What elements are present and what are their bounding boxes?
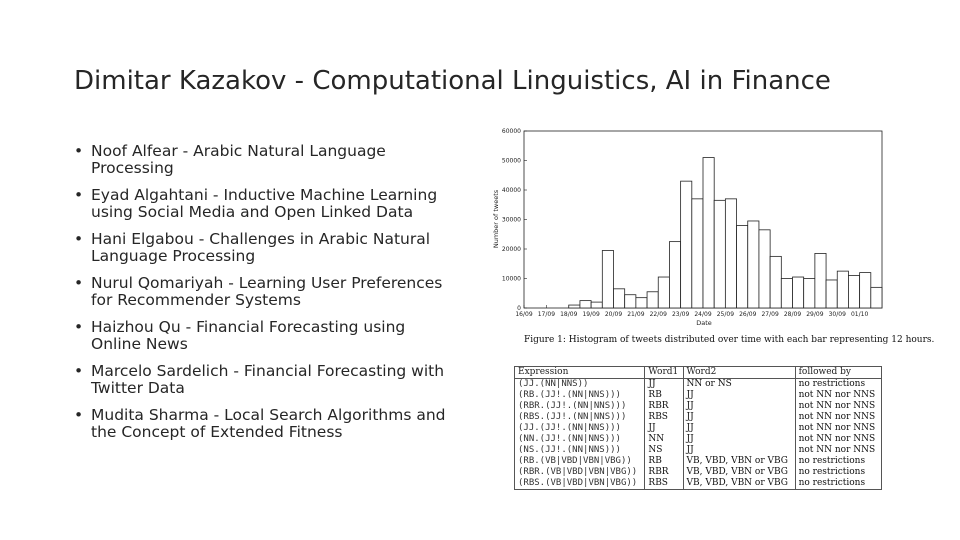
table-header-row <box>515 367 882 379</box>
table-row <box>515 423 882 434</box>
table-cell: no restrictions <box>795 456 881 467</box>
table-cell: (RB.(VB|VBD|VBN|VBG)) <box>515 456 645 467</box>
student-bullet: • Haizhou Qu - Financial Forecasting using Online News <box>74 319 474 353</box>
table-cell: RBR <box>645 401 683 412</box>
table-cell: (RBR.(VB|VBD|VBN|VBG)) <box>515 467 645 478</box>
student-bullet: • Noof Alfear - Arabic Natural Language Processing <box>74 143 474 177</box>
histogram-bar <box>569 305 580 308</box>
histogram-bar <box>614 289 625 308</box>
student-list <box>74 143 474 451</box>
x-tick-label: 30/09 <box>828 311 846 318</box>
histogram-bar <box>770 256 781 308</box>
table-cell: JJ <box>645 379 683 391</box>
x-tick-label: 17/09 <box>537 311 556 318</box>
table-cell: VB, VBD, VBN or VBG <box>683 467 795 478</box>
table-cell: JJ <box>683 401 795 412</box>
x-axis-label: Date <box>696 319 712 327</box>
y-tick-label: 60000 <box>501 128 521 135</box>
table-cell: not NN nor NNS <box>795 401 881 412</box>
histogram-bar <box>759 230 770 308</box>
table-row <box>515 412 882 423</box>
histogram-bar <box>826 280 837 308</box>
table-cell: RBR <box>645 467 683 478</box>
table-row <box>515 390 882 401</box>
student-bullet: • Eyad Algahtani - Inductive Machine Learning using Social Media and Open Linked Data <box>74 187 474 221</box>
histogram-bar <box>804 279 815 309</box>
expression-table <box>514 366 882 490</box>
y-axis-label: Number of tweets <box>492 189 500 249</box>
y-tick-label: 30000 <box>501 216 521 224</box>
table-cell: (NN.(JJ!.(NN|NNS))) <box>515 434 645 445</box>
table-cell: (JJ.(NN|NNS)) <box>515 379 645 391</box>
x-tick-label: 23/09 <box>671 311 690 318</box>
x-tick-label: 16/09 <box>515 311 533 318</box>
x-tick-label: 21/09 <box>627 311 645 318</box>
x-tick-label: 25/09 <box>716 311 735 318</box>
histogram-bar <box>703 158 714 308</box>
histogram-bar <box>692 199 703 308</box>
x-tick-label: 19/09 <box>582 311 600 318</box>
column-header: followed by <box>795 367 881 379</box>
table-row <box>515 445 882 456</box>
table-cell: RB <box>645 390 683 401</box>
histogram-bar <box>860 273 871 308</box>
histogram-bar <box>669 242 680 308</box>
table-cell: JJ <box>683 434 795 445</box>
x-tick-label: 22/09 <box>649 311 667 318</box>
x-tick-label: 26/09 <box>739 311 757 318</box>
histogram-bar <box>871 287 882 308</box>
histogram-bar <box>625 295 636 308</box>
student-bullet: • Marcelo Sardelich - Financial Forecasting with Twitter Data <box>74 363 474 397</box>
histogram-bar <box>658 277 669 308</box>
table-cell: no restrictions <box>795 467 881 478</box>
table-cell: NN <box>645 434 683 445</box>
table-cell: JJ <box>683 412 795 423</box>
table-cell: RBS <box>645 478 683 490</box>
y-tick-label: 50000 <box>501 157 521 165</box>
y-tick-label: 40000 <box>501 187 521 194</box>
table-cell: not NN nor NNS <box>795 412 881 423</box>
table-cell: no restrictions <box>795 379 881 391</box>
histogram-bar <box>748 221 759 308</box>
x-tick-label: 28/09 <box>783 311 802 318</box>
figure-caption: Figure 1: Histogram of tweets distributed over time with each bar representing 12 hours. <box>524 335 935 345</box>
table-cell: not NN nor NNS <box>795 423 881 434</box>
y-tick-label: 0 <box>517 305 521 312</box>
column-header: Word1 <box>645 367 683 379</box>
table-cell: not NN nor NNS <box>795 434 881 445</box>
histogram-bar <box>647 292 658 308</box>
histogram-bar <box>725 199 736 308</box>
table-row <box>515 401 882 412</box>
histogram-bar <box>848 276 859 308</box>
table-cell: (JJ.(JJ!.(NN|NNS))) <box>515 423 645 434</box>
table-cell: JJ <box>683 445 795 456</box>
histogram-bar <box>815 253 826 308</box>
histogram-bar <box>681 181 692 308</box>
histogram-bar <box>837 271 848 308</box>
histogram-bar <box>602 250 613 308</box>
student-bullet: • Hani Elgabou - Challenges in Arabic Natural Language Processing <box>74 231 474 265</box>
table-cell: (RBS.(JJ!.(NN|NNS))) <box>515 412 645 423</box>
table-cell: NN or NS <box>683 379 795 391</box>
student-bullet: • Nurul Qomariyah - Learning User Preferences for Recommender Systems <box>74 275 474 309</box>
x-tick-label: 24/09 <box>694 311 712 318</box>
histogram-bar <box>737 225 748 308</box>
table-cell: (RBS.(VB|VBD|VBN|VBG)) <box>515 478 645 490</box>
table-cell: no restrictions <box>795 478 881 490</box>
table-cell: JJ <box>645 423 683 434</box>
student-bullet: • Mudita Sharma - Local Search Algorithms and the Concept of Extended Fitness <box>74 407 474 441</box>
table-row <box>515 434 882 445</box>
histogram-bar <box>636 298 647 308</box>
x-tick-label: 20/09 <box>604 311 623 318</box>
table-row <box>515 456 882 467</box>
table-cell: VB, VBD, VBN or VBG <box>683 478 795 490</box>
table-cell: not NN nor NNS <box>795 445 881 456</box>
table-cell: (NS.(JJ!.(NN|NNS))) <box>515 445 645 456</box>
table-body <box>515 379 882 490</box>
column-header: Expression <box>515 367 645 379</box>
x-tick-label: 29/09 <box>806 311 824 318</box>
chart-bars <box>569 158 882 308</box>
table-cell: RB <box>645 456 683 467</box>
table-cell: (RBR.(JJ!.(NN|NNS))) <box>515 401 645 412</box>
table-row <box>515 467 882 478</box>
histogram-bar <box>781 279 792 309</box>
table-cell: VB, VBD, VBN or VBG <box>683 456 795 467</box>
x-tick-label: 01/10 <box>850 311 869 318</box>
histogram-bar <box>580 301 591 308</box>
table-cell: JJ <box>683 390 795 401</box>
table-cell: not NN nor NNS <box>795 390 881 401</box>
table-cell: (RB.(JJ!.(NN|NNS))) <box>515 390 645 401</box>
histogram-bar <box>714 200 725 308</box>
table-cell: RBS <box>645 412 683 423</box>
y-tick-label: 20000 <box>501 246 521 253</box>
tweets-histogram <box>489 122 889 334</box>
histogram-bar <box>591 302 602 308</box>
slide-title: Dimitar Kazakov - Computational Linguistics, AI in Finance <box>74 66 831 96</box>
x-tick-label: 18/09 <box>560 311 578 318</box>
table-cell: JJ <box>683 423 795 434</box>
table-row <box>515 478 882 490</box>
column-header: Word2 <box>683 367 795 379</box>
table-cell: NS <box>645 445 683 456</box>
histogram-bar <box>793 277 804 308</box>
y-tick-label: 10000 <box>501 275 521 283</box>
table-row <box>515 379 882 391</box>
x-tick-label: 27/09 <box>761 311 779 318</box>
